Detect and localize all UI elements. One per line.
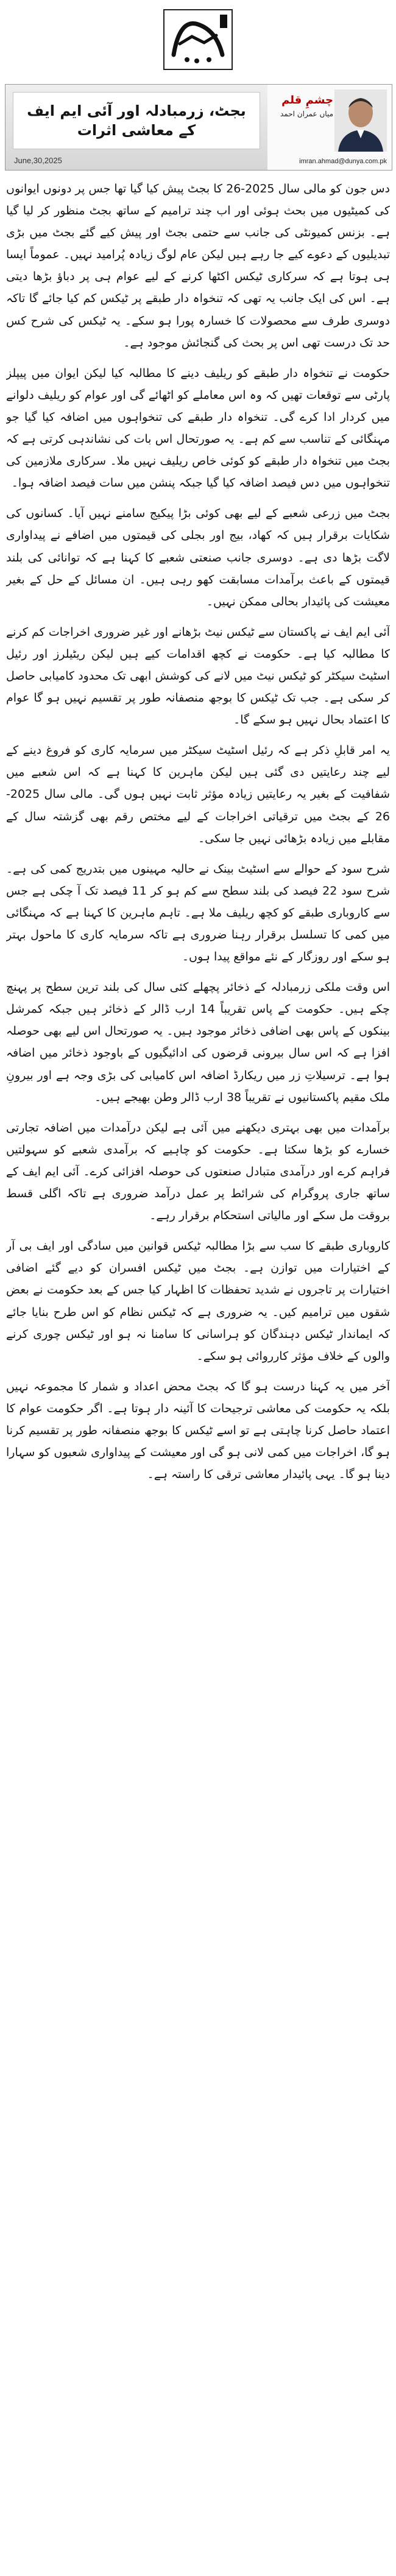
- column-name: چشمِ قلم: [281, 94, 333, 107]
- article-paragraph: یہ امر قابلِ ذکر ہے کہ رئیل اسٹیٹ سیکٹر میں سرمایہ کاری کو فروغ دینے کے لیے چند رعایتیں دی گئی ہیں لیکن ماہرین کا کہنا ہے کہ اس شعبے میں شفافیت کے بغیر یہ رعایتیں زیادہ مؤثر ثابت نہیں ہوں گی۔ مالی سال 2025-26 کے بجٹ میں ترقیاتی اخراجات کے لیے مختص رقم بھی گزشتہ سال کے مقابلے میں زیادہ بڑھائی نہیں جا سکی۔: [6, 744, 390, 845]
- headline: بجٹ، زرمبادلہ اور آئی ایم ایف کے معاشی اثرات: [27, 102, 246, 139]
- article-paragraph: کاروباری طبقے کا سب سے بڑا مطالبہ ٹیکس قوانین میں سادگی اور ایف بی آر کے اختیارات میں توازن ہے۔ بجٹ میں ٹیکس افسران کو دیے گئے اضافی اختیارات پر تاجروں نے شدید تحفظات کا اظہار کیا جس کے بعد حکومت نے بعض شقوں میں ترامیم کیں۔ یہ ضروری ہے کہ ٹیکس نظام کو اس طرح بنایا جائے کہ ایماندار ٹیکس دہندگان کو ہراسانی کا سامنا نہ ہو اور ٹیکس چوری کرنے والوں کے خلاف مؤثر کارروائی ہو سکے۔: [6, 1239, 390, 1363]
- article-paragraph: برآمدات میں بھی بہتری دیکھنے میں آئی ہے لیکن درآمدات میں اضافہ تجارتی خسارے کو بڑھا سکتا ہے۔ حکومت کو چاہیے کہ برآمدی شعبے کو سہولتیں فراہم کرے اور درآمدی متبادل صنعتوں کی حوصلہ افزائی کرے۔ آئی ایم ایف کے ساتھ جاری پروگرام کی شرائط پر عمل درآمد ضروری ہے تاکہ اگلی قسط بروقت مل سکے اور مالیاتی استحکام برقرار رہے۔: [6, 1121, 390, 1223]
- dunya-logo-icon: [161, 6, 235, 73]
- author-name: میاں عمران احمد: [280, 110, 333, 119]
- author-panel: [267, 85, 392, 170]
- article-body: [6, 178, 390, 2569]
- headline-panel: [5, 85, 267, 170]
- headline-frame: [13, 92, 260, 149]
- article-paragraph: حکومت نے تنخواہ دار طبقے کو ریلیف دینے کا مطالبہ کیا لیکن ایوان میں پیپلز پارٹی سے توقعات تھیں کہ وہ اس معاملے کو اٹھائے گی اور عوام کو ریلیف دلوانے میں کردار ادا کرے گی۔ تنخواہ دار طبقے کی تنخواہوں میں اضافہ کیا گیا جو مہنگائی کے تناسب سے کم ہے۔ یہ صورتحال اس بات کی نشاندہی کرتی ہے کہ بجٹ میں تنخواہ دار طبقے کو کوئی خاص ریلیف نہیں ملا۔ سرکاری ملازمین کی تنخواہوں میں دس فیصد اضافہ کیا گیا جبکہ پنشن میں سات فیصد اضافہ ہوا۔: [6, 366, 390, 490]
- article-paragraph: شرح سود کے حوالے سے اسٹیٹ بینک نے حالیہ مہینوں میں بتدریج کمی کی ہے۔ شرح سود 22 فیصد کی بلند سطح سے کم ہو کر 11 فیصد تک آ چکی ہے جس سے کاروباری طبقے کو کچھ ریلیف ملا ہے۔ تاہم ماہرین کا کہنا ہے کہ مہنگائی میں کمی کا تسلسل برقرار رہنا ضروری ہے تاکہ سرمایہ کاری کا ماحول بہتر ہو سکے اور روزگار کے نئے مواقع پیدا ہوں۔: [6, 862, 390, 964]
- author-photo: [334, 90, 387, 152]
- masthead: [0, 0, 396, 79]
- column-header: [5, 84, 392, 171]
- publish-date: June,30,2025: [14, 156, 62, 165]
- author-email: imran.ahmad@dunya.com.pk: [299, 158, 387, 165]
- article-paragraph: آئی ایم ایف نے پاکستان سے ٹیکس نیٹ بڑھانے اور غیر ضروری اخراجات کم کرنے کا مطالبہ کیا ہے۔ حکومت نے کچھ اقدامات کیے ہیں لیکن ریٹیلرز اور رئیل اسٹیٹ سیکٹر کو ٹیکس نیٹ میں لانے کی کوشش ابھی تک محدود کامیابی حاصل کر سکی ہے۔ جب تک ٹیکس کا بوجھ منصفانہ طور پر تقسیم نہیں ہو گا عوام کا اعتماد بحال نہیں ہو سکے گا۔: [6, 625, 390, 727]
- column-name-block: [272, 93, 333, 118]
- article-paragraph: اس وقت ملکی زرمبادلہ کے ذخائر پچھلے کئی سال کی بلند ترین سطح پر پہنچ چکے ہیں۔ حکومت کے پاس تقریباً 14 ارب ڈالر کے ذخائر ہیں جبکہ کمرشل بینکوں کے پاس بھی اضافی ذخائر موجود ہیں۔ یہ صورتحال اس لیے بھی حوصلہ افزا ہے کہ اس سال بیرونی قرضوں کی ادائیگیوں کے باوجود ذخائر میں اضافہ ہوا ہے۔ ترسیلاتِ زر میں ریکارڈ اضافہ اس کامیابی کی بڑی وجہ ہے اور بیرونِ ملک مقیم پاکستانیوں نے تقریباً 38 ارب ڈالر وطن بھیجے ہیں۔: [6, 980, 390, 1104]
- article-paragraph: دس جون کو مالی سال 2025-26 کا بجٹ پیش کیا گیا تھا جس پر دونوں ایوانوں کی کمیٹیوں میں بحث ہوئی اور اب چند ترامیم کے ساتھ بجٹ منظور کر لیا گیا ہے۔ بزنس کمیونٹی کی جانب سے حتمی بجٹ اور پیش کیے گئے بجٹ میں بڑی تبدیلیوں کے دعوے کیے جا رہے ہیں لیکن عام لوگ زیادہ پُرامید نہیں۔ عموماً ایسا ہی ہوتا ہے کہ سرکاری ٹیکس اکٹھا کرنے کے لیے عوام ہی پر دباؤ بڑھا دیتی ہے۔ اس کی ایک جانب یہ تھی کہ تنخواہ دار طبقے پر ٹیکس کم کیا جائے گا تاکہ دوسری طرف سے محصولات کا خسارہ پورا ہو سکے۔ یہ ٹیکس کی شرح کس حد تک درست تھی اس پر بحث کی گنجائش موجود ہے۔: [6, 182, 390, 350]
- article-paragraph: بجٹ میں زرعی شعبے کے لیے بھی کوئی بڑا پیکیج سامنے نہیں آیا۔ کسانوں کی شکایات برقرار ہیں کہ کھاد، بیج اور بجلی کی قیمتوں میں اضافے نے پیداواری لاگت بڑھا دی ہے۔ دوسری جانب صنعتی شعبے کا کہنا ہے کہ توانائی کی بلند قیمتوں کے باعث برآمدات مسابقت کھو رہی ہیں۔ ان مسائل کے حل کے بغیر معیشت کی پائیدار بحالی ممکن نہیں۔: [6, 507, 390, 608]
- article-paragraph: آخر میں یہ کہنا درست ہو گا کہ بجٹ محض اعداد و شمار کا مجموعہ نہیں بلکہ یہ حکومت کی معاشی ترجیحات کا آئینہ دار ہوتا ہے۔ اگر حکومت عوام کا اعتماد حاصل کرنا چاہتی ہے تو اسے ٹیکس کا بوجھ منصفانہ طور پر تقسیم کرنا ہو گا، اخراجات میں کمی لانی ہو گی اور معیشت کے پیداواری شعبوں کو سہارا دینا ہو گا۔ یہی پائیدار معاشی ترقی کا راستہ ہے۔: [6, 1379, 390, 1482]
